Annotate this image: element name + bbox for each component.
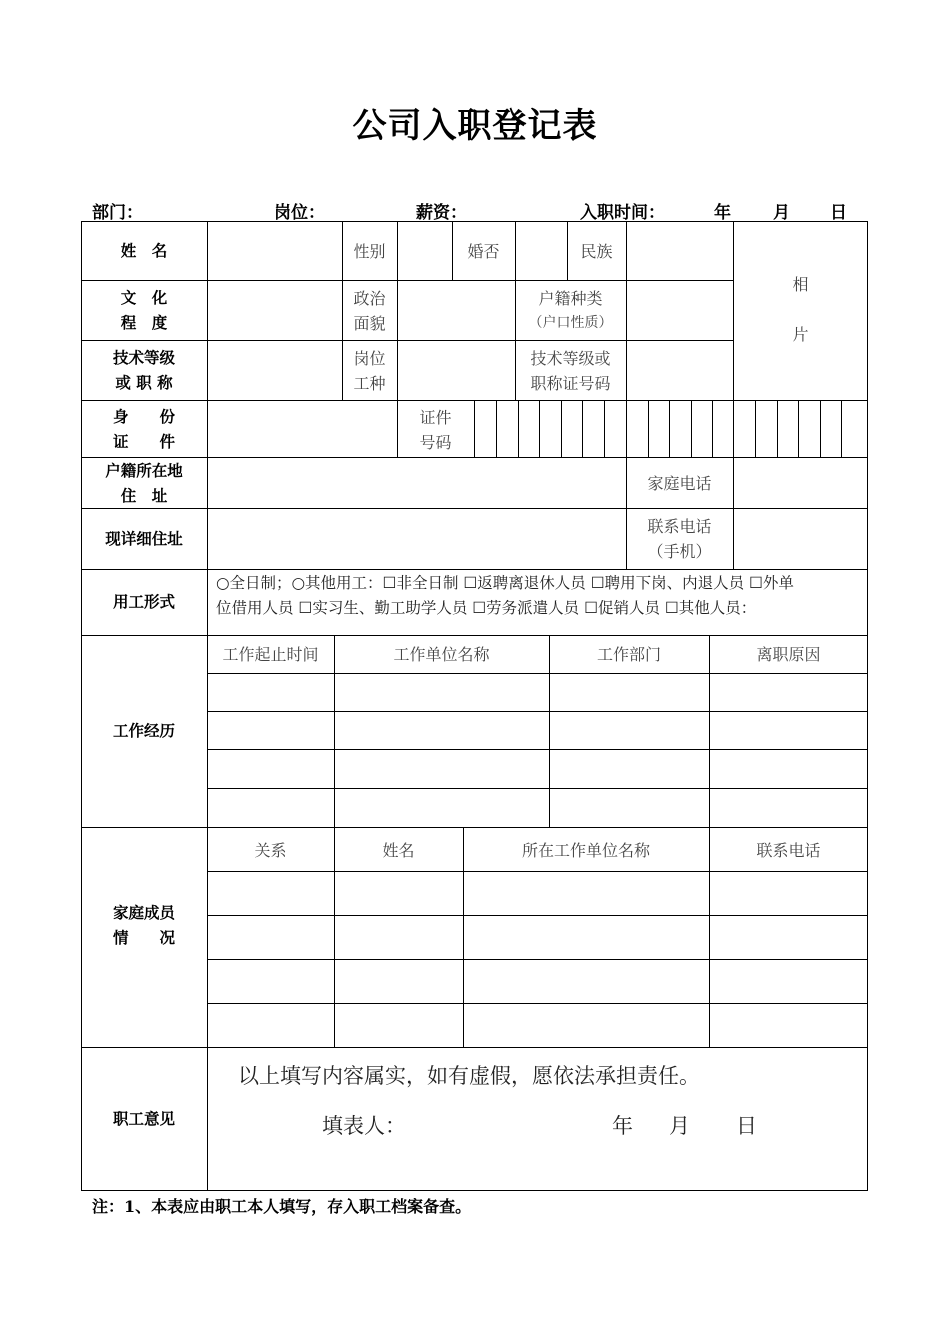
political-label-1: 政治 — [353, 289, 386, 308]
employment-options-line-1: ○全日制；○其他用工：☐非全日制 ☐返聘离退休人员 ☐聘用下岗、内退人员 ☐外单 — [216, 574, 794, 592]
tech-level-label-1: 技术等级 — [112, 349, 175, 367]
sign-year-label: 年 — [612, 1114, 633, 1138]
home-phone-label: 家庭电话 — [647, 474, 712, 493]
post-label-2: 工种 — [353, 374, 386, 393]
id-digit-divider — [798, 400, 799, 457]
sign-day-label: 日 — [736, 1114, 757, 1138]
mobile-label-2: （手机） — [647, 542, 712, 561]
row-divider — [207, 673, 868, 674]
id-digit-divider — [712, 400, 713, 457]
id-digit-divider — [755, 400, 756, 457]
work-col-period: 工作起止时间 — [222, 645, 319, 664]
col-divider — [207, 221, 208, 1191]
id-digit-divider — [777, 400, 778, 457]
id-digit-divider — [691, 400, 692, 457]
employment-options — [216, 571, 864, 621]
post-label-1: 岗位 — [353, 349, 386, 368]
family-label-2: 情 况 — [112, 929, 175, 947]
sign-month-label: 月 — [669, 1114, 690, 1138]
id-no-label-1: 证件 — [419, 408, 452, 427]
family-col-relation: 关系 — [254, 841, 287, 860]
row-divider — [207, 749, 868, 750]
id-label-1: 身 份 — [112, 408, 175, 426]
hire-date-label: 入职时间： — [580, 203, 665, 223]
hukou-type-label-2: （户口性质） — [528, 315, 613, 331]
work-col-reason: 离职原因 — [756, 645, 821, 664]
name-label: 姓 名 — [120, 242, 168, 260]
id-digit-divider — [539, 400, 540, 457]
id-digit-divider — [669, 400, 670, 457]
photo-label-2: 片 — [792, 325, 809, 344]
marital-label: 婚否 — [467, 242, 500, 261]
hukou-addr-label-1: 户籍所在地 — [105, 462, 183, 480]
row-divider — [81, 457, 868, 458]
current-addr-label: 现详细住址 — [105, 530, 183, 548]
row-divider — [207, 1003, 868, 1004]
political-label-2: 面貌 — [353, 314, 386, 333]
id-digit-divider — [496, 400, 497, 457]
id-digit-divider — [841, 400, 842, 457]
id-digit-divider — [582, 400, 583, 457]
salary-label: 薪资： — [416, 203, 467, 223]
ethnicity-label: 民族 — [580, 242, 613, 261]
hukou-addr-label-2: 住 址 — [120, 487, 168, 505]
family-col-phone: 联系电话 — [756, 841, 821, 860]
declaration-statement: 以上填写内容属实，如有虚假，愿依法承担责任。 — [238, 1064, 700, 1088]
department-label: 部门： — [92, 203, 143, 223]
id-digit-divider — [604, 400, 605, 457]
work-col-employer: 工作单位名称 — [393, 645, 490, 664]
row-divider — [207, 915, 868, 916]
id-digit-divider — [518, 400, 519, 457]
family-col-name: 姓名 — [382, 841, 415, 860]
id-no-label-2: 号码 — [419, 433, 452, 452]
row-divider — [207, 711, 868, 712]
work-history-label: 工作经历 — [112, 722, 175, 740]
education-label-1: 文 化 — [120, 289, 168, 307]
gender-label: 性别 — [353, 242, 386, 261]
row-divider — [207, 788, 868, 789]
row-divider — [81, 340, 733, 341]
hire-day-label: 日 — [830, 203, 847, 223]
row-divider — [81, 569, 868, 570]
employee-opinion-label: 职工意见 — [112, 1110, 175, 1128]
hire-month-label: 月 — [773, 203, 790, 223]
signer-label: 填表人： — [322, 1114, 406, 1138]
cert-no-label-2: 职称证号码 — [530, 374, 611, 393]
row-divider — [81, 1047, 868, 1048]
row-divider — [81, 827, 868, 828]
employment-options-line-2: 位借用人员 ☐实习生、勤工助学人员 ☐劳务派遣人员 ☐促销人员 ☐其他人员： — [216, 599, 757, 617]
work-col-department: 工作部门 — [596, 645, 661, 664]
mobile-label-1: 联系电话 — [647, 517, 712, 536]
row-divider — [81, 280, 733, 281]
family-label-1: 家庭成员 — [112, 904, 175, 922]
footnote: 注：1、本表应由职工本人填写，存入职工档案备查。 — [92, 1197, 472, 1216]
id-label-2: 证 件 — [112, 433, 175, 451]
row-divider — [207, 871, 868, 872]
page-title: 公司入职登记表 — [352, 106, 598, 146]
id-digit-divider — [561, 400, 562, 457]
id-digit-divider — [820, 400, 821, 457]
hukou-type-label-1: 户籍种类 — [538, 289, 603, 308]
position-label: 岗位： — [274, 203, 325, 223]
hire-year-label: 年 — [714, 203, 731, 223]
row-divider — [81, 635, 868, 636]
family-col-employer: 所在工作单位名称 — [521, 841, 650, 860]
education-label-2: 程 度 — [120, 314, 168, 332]
photo-label-1: 相 — [792, 275, 809, 294]
row-divider — [207, 959, 868, 960]
id-digit-divider — [648, 400, 649, 457]
cert-no-label-1: 技术等级或 — [530, 349, 611, 368]
tech-level-label-2: 或 职 称 — [115, 374, 173, 392]
employment-type-label: 用工形式 — [112, 593, 175, 611]
id-digit-divider — [474, 400, 475, 457]
